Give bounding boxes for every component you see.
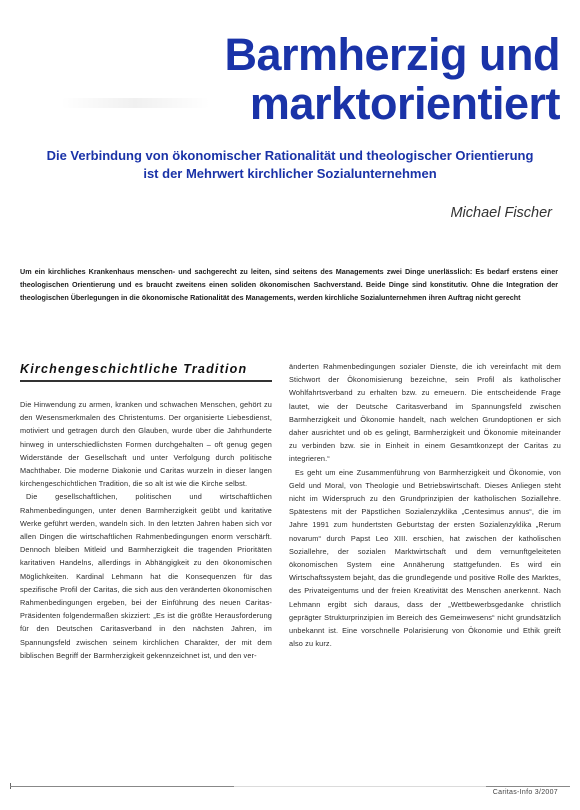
footer-rule [10, 786, 570, 787]
article-subtitle [30, 147, 550, 183]
author-name: Michael Fischer [450, 205, 552, 221]
subtitle-line-1: Die Verbindung von ökonomischer Rationalität und theologischer Orientierung [46, 148, 534, 163]
right-column-text [289, 360, 561, 650]
title-line-1: Barmherzig und [224, 29, 560, 80]
footer-reference: Caritas-Info 3/2007 [492, 789, 558, 796]
left-column [20, 360, 272, 662]
body-paragraph: Es geht um eine Zusammenführung von Barmherzigkeit und Ökonomie, von Geld und Moral, von Theologie und Betriebswirtschaft. Dieses Anliegen steht nicht im Widerspruch zu den Grundprinzipien der katholischen Soziallehre. Spätestens mit der Päpstlichen Sozialenzyklika „Centesimus annus“, die im Jahre 1991 zum hundertsten Geburtstag der ersten Sozialenzyklika „Rerum novarum“ durch Papst Leo XIII. erschien, hat zwischen der katholischen Soziallehre, der sozialen Marktwirtschaft und dem vernunftgeleiteten ökonomischen System eine Annäherung stattgefunden. Es wird ein Wirtschaftssystem bejaht, das die grundlegende und positive Rolle des Marktes, des Privateigentums und der freien Kreativität des Menschen anerkennt. Nach Lehmann ergibt sich daraus, dass der „Wettbewerbsgedanke christlich geprägter Strukturprinzipien im Bereich des Gemeinwesens“ nicht grundsätzlich unbekannt ist. Eine vorschnelle Polarisierung von Ökonomie und Ethik greift also zu kurz. [289, 467, 561, 649]
body-paragraph: änderten Rahmenbedingungen sozialer Dienste, die ich vereinfacht mit dem Stichwort der Ökonomisierung bezeichne, sein Profil als katholischer Wohlfahrtsverband zu erhalten bzw. zu erneuern. Die entscheidende Frage lautet, wie der Deutsche Caritasverband im Spannungsfeld zwischen Barmherzigkeit und Ökonomie handelt, nach welchen Grundoptionen er sich daher ausrichtet und ob es gelingt, Barmherzigkeit und Ökonomie miteinander zu verbinden bzw. sie in Einheit in einem Gesamtkonzept der Caritas zu integrieren.“ [289, 362, 561, 464]
scan-smudge [60, 98, 210, 108]
body-paragraph: Die gesellschaftlichen, politischen und wirtschaftlichen Rahmenbedingungen, unter denen Barmherzigkeit geübt und karitative Werke geführt werden, wandeln sich. In den letzten Jahren haben sich vor allen Dingen die wirtschaftlichen Rahmenbedingungen enorm verschärft. Dennoch bleiben Mitleid und Barmherzigkeit die tragenden Prioritäten karitativen Handelns, allerdings in Abhängigkeit zu den ökonomischen Möglichkeiten. Kardinal Lehmann hat die Konsequenzen für das spezifische Profil der Caritas, die sich aus den veränderten ökonomischen Rahmenbedingungen ergeben, bei der Einführung des neuen Caritas-Präsidenten folgendermaßen skizziert: „Es ist die größte Herausforderung für den Deutschen Caritasverband in den nächsten Jahren, im Spannungsfeld zwischen seinem kirchlichen Charakter, der mit dem biblischen Begriff der Barmherzigkeit gekennzeichnet ist, und den ver- [20, 492, 272, 660]
left-column-text [20, 398, 272, 662]
subtitle-line-2: ist der Mehrwert kirchlicher Sozialunternehmen [143, 166, 437, 181]
right-column [289, 360, 561, 650]
section-heading: Kirchengeschichtliche Tradition [20, 362, 248, 376]
title-line-2: marktorientiert [249, 78, 560, 129]
heading-rule [20, 380, 272, 382]
lead-paragraph: Um ein kirchliches Krankenhaus menschen- und sachgerecht zu leiten, sind seitens des Managements zwei Dinge unerlässlich: Es bedarf erstens einer theologischen Orientierung und es braucht zweitens einen soliden ökonomischen Sachverstand. Beide Dinge sind konstitutiv. Ohne die Integration der theologischen Überlegungen in die ökonomische Rationalität des Managements, werden kirchliche Sozialunternehmen ihren Auftrag nicht gerecht [20, 267, 558, 302]
body-paragraph: Die Hinwendung zu armen, kranken und schwachen Menschen, gehört zu den Wesensmerkmalen des Christentums. Der organisierte Liebesdienst, motiviert und getragen durch den Glauben, wurde über die Jahrhunderte hinweg in unterschiedlichsten Formen durchgehalten – oft genug gegen Widerstände der Gesellschaft und unter Verfolgung durch politische Machthaber. Die moderne Diakonie und Caritas wurzeln in dieser langen kirchengeschichtlichen Tradition, die so alt ist wie die Kirche selbst. [20, 400, 272, 489]
article-title [224, 30, 560, 128]
